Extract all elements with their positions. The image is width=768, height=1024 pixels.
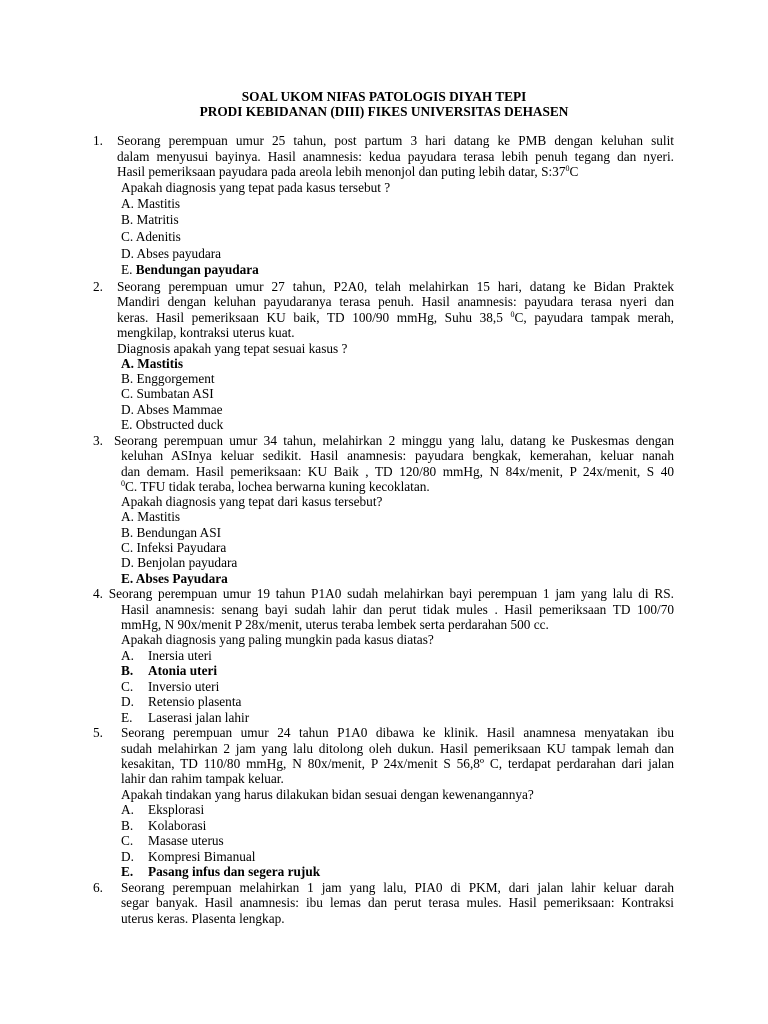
q2-text-line-3: keras. Hasil pemeriksaan KU baik, TD 100/90 mmHg, Suhu 38,5 $^0$C, payudara tampak merah, [117, 310, 675, 325]
q1-option-c: C. Adenitis [121, 229, 181, 244]
q5-text-line-1: Seorang perempuan umur 24 tahun P1A0 dibawa ke klinik. Hasil anamnesa menyatakan ibu [121, 725, 674, 740]
q4-option-a: Inersia uteri [148, 648, 212, 663]
q4-option-e: Laserasi jalan lahir [148, 710, 250, 725]
q3-text-line-1: Seorang perempuan umur 34 tahun, melahirkan 2 minggu yang lalu, datang ke Puskesmas dengan [114, 433, 674, 448]
q6-text-line-1: Seorang perempuan melahirkan 1 jam yang lalu, PIA0 di PKM, dari jalan lahir keluar darah [121, 880, 674, 895]
q2-text-line-4: mengkilap, kontraksi uterus kuat. [117, 325, 295, 340]
q5-option-a-letter: A. [121, 802, 134, 817]
q1-text-line-1: Seorang perempuan umur 25 tahun, post partum 3 hari datang ke PMB dengan keluhan sulit [117, 133, 674, 148]
q4-text-line-2: Hasil anamnesis: senang bayi sudah lahir dan perut tidak mules . Hasil pemeriksaan TD 100/70 [121, 602, 674, 617]
q5-question: Apakah tindakan yang harus dilakukan bidan sesuai dengan kewenangannya? [121, 787, 534, 802]
q5-option-e: Pasang infus dan segera rujuk [148, 864, 321, 879]
q5-option-b-letter: B. [121, 818, 134, 833]
q3-number: 3. [93, 433, 103, 448]
q4-option-c-letter: C. [121, 679, 134, 694]
q2-option-d: D. Abses Mammae [121, 402, 223, 417]
q6-number: 6. [93, 880, 103, 895]
q3-option-e: E. Abses Payudara [121, 571, 228, 586]
q5-option-a: Eksplorasi [148, 802, 205, 817]
q5-text-line-4: lahir dan rahim tampak keluar. [121, 771, 284, 786]
q2-question: Diagnosis apakah yang tepat sesuai kasus ? [117, 341, 348, 356]
q1-number: 1. [93, 133, 103, 148]
q5-option-b: Kolaborasi [148, 818, 207, 833]
q5-option-c: Masase uterus [148, 833, 224, 848]
q4-option-b: Atonia uteri [148, 663, 218, 678]
q4-option-d-letter: D. [121, 694, 134, 709]
q5-option-d: Kompresi Bimanual [148, 849, 256, 864]
q5-option-c-letter: C. [121, 833, 134, 848]
q1-question: Apakah diagnosis yang tepat pada kasus tersebut ? [121, 180, 391, 195]
q1-option-a: A. Mastitis [121, 196, 181, 211]
q1-option-e: E. Bendungan payudara [121, 262, 259, 277]
q2-option-b: B. Enggorgement [121, 371, 215, 386]
q2-text-line-1: Seorang perempuan umur 27 tahun, P2A0, telah melahirkan 15 hari, datang ke Bidan Praktek [117, 279, 674, 294]
title-line-1: SOAL UKOM NIFAS PATOLOGIS DIYAH TEPI [241, 89, 527, 104]
q3-text-line-3: dan demam. Hasil pemeriksaan: KU Baik , TD 120/80 mmHg, N 84x/menit, P 24x/menit, S 40 [121, 464, 674, 479]
title-line-2: PRODI KEBIDANAN (DIII) FIKES UNIVERSITAS DEHASEN [199, 104, 569, 119]
q3-question: Apakah diagnosis yang tepat dari kasus tersebut? [121, 494, 383, 509]
q6-text-line-3: uterus keras. Plasenta lengkap. [121, 911, 285, 926]
q2-text-line-2: Mandiri dengan keluhan payudaranya terasa penuh. Hasil anamnesis: payudara terasa nyeri dan [117, 294, 674, 309]
q2-option-e: E. Obstructed duck [121, 417, 224, 432]
q4-question: Apakah diagnosis yang paling mungkin pada kasus diatas? [121, 632, 434, 647]
q1-text-line-2: dalam menyusui bayinya. Hasil anamnesis: kedua payudara terasa lebih penuh tegang dan nyeri. [117, 149, 674, 164]
q1-text-line-3: Hasil pemeriksaan payudara pada areola lebih menonjol dan puting lebih datar, $S:37^0C$ [117, 164, 579, 179]
q4-option-b-letter: B. [121, 663, 134, 678]
q4-option-d: Retensio plasenta [148, 694, 242, 709]
q4-option-e-letter: E. [121, 710, 133, 725]
q1-option-d: D. Abses payudara [121, 246, 222, 261]
q4-text-line-1: 4. Seorang perempuan umur 19 tahun P1A0 sudah melahirkan bayi perempuan 1 jam yang lalu di RS. [93, 586, 674, 601]
q1-option-b: B. Matritis [121, 212, 179, 227]
q3-text-line-4: $^0$C. TFU tidak teraba, lochea berwarna kuning kecoklatan. [121, 479, 430, 494]
q4-option-c: Inversio uteri [148, 679, 220, 694]
q1-answer: Bendungan payudara [135, 262, 259, 277]
q3-option-c: C. Infeksi Payudara [121, 540, 227, 555]
q3-option-a: A. Mastitis [121, 509, 181, 524]
q3-text-line-2: keluhan ASInya keluar sedikit. Hasil anamnesis: payudara bengkak, kemerahan, keluar nanah [121, 448, 674, 463]
q4-option-a-letter: A. [121, 648, 134, 663]
q3-option-d: D. Benjolan payudara [121, 555, 238, 570]
q2-option-a: A. Mastitis [121, 356, 184, 371]
q2-number: 2. [93, 279, 103, 294]
q5-option-d-letter: D. [121, 849, 134, 864]
q3-option-b: B. Bendungan ASI [121, 525, 222, 540]
q6-text-line-2: segar banyak. Hasil anamnesis: ibu lemas dan perut terasa mules. Hasil pemeriksaan: Kontraksi [121, 895, 674, 910]
q5-option-e-letter: E. [121, 864, 134, 879]
q5-text-line-2: sudah melahirkan 2 jam yang lalu ditolong oleh dukun. Hasil pemeriksaan KU tampak lemah dan [121, 741, 674, 756]
q2-option-c: C. Sumbatan ASI [121, 386, 214, 401]
q5-text-line-3: kesakitan, TD 110/80 mmHg, N 80x/menit, P 24x/menit S 56,8º C, terdapat perdarahan dari jalan [121, 756, 674, 771]
q5-number: 5. [93, 725, 103, 740]
q4-text-line-3: mmHg, N 90x/menit P 28x/menit, uterus teraba lembek serta perdarahan 500 cc. [121, 617, 549, 632]
